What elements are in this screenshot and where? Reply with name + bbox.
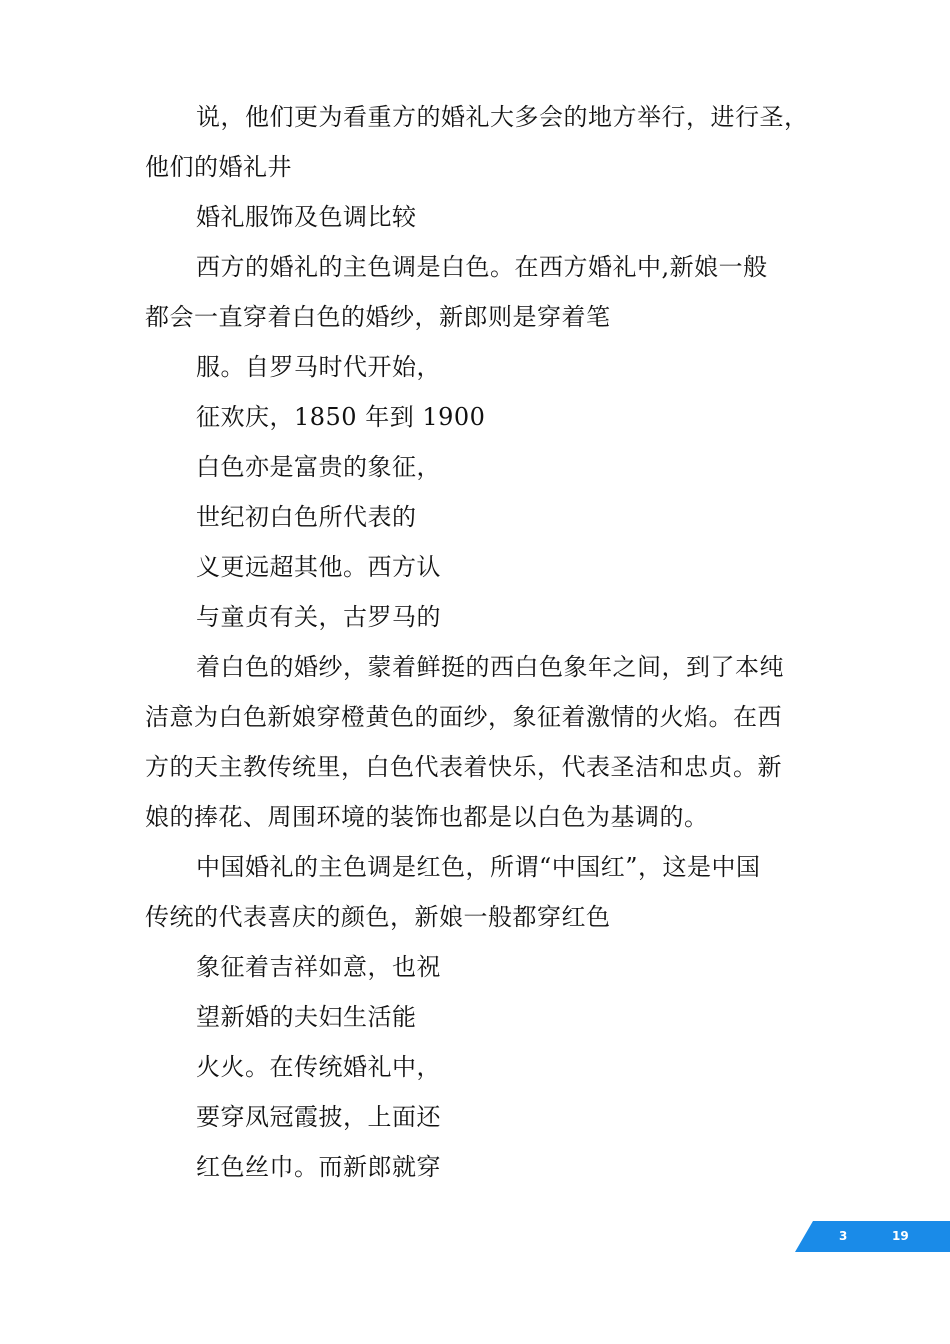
text-line: 白色亦是富贵的象征， <box>196 453 441 481</box>
text-line: 传统的代表喜庆的颜色，新娘一般都穿红色 <box>145 903 611 931</box>
text-line: 望新婚的夫妇生活能 <box>196 1003 417 1031</box>
text-line: 着白色的婚纱，蒙着鲜挺的西白色象年之间，到了本纯 <box>196 653 784 681</box>
text-line: 都会一直穿着白色的婚纱，新郎则是穿着笔 <box>145 303 611 331</box>
text-line: 方的天主教传统里，白色代表着快乐，代表圣洁和忠贞。新 <box>145 753 782 781</box>
document-body <box>145 92 810 1192</box>
text-line: 与童贞有关，古罗马的 <box>196 603 441 631</box>
text-line: 说，他们更为看重方的婚礼大多会的地方举行，进行圣， <box>196 103 809 131</box>
text-line: 世纪初白色所代表的 <box>196 503 417 531</box>
text-line: 娘的捧花、周围环境的装饰也都是以白色为基调的。 <box>145 803 709 831</box>
text-line: 洁意为白色新娘穿橙黄色的面纱，象征着激情的火焰。在西 <box>145 703 782 731</box>
text-line: 义更远超其他。西方认 <box>196 553 441 581</box>
page-number: 3 <box>839 1229 848 1243</box>
page-badge-shape <box>795 1221 950 1252</box>
text-line: 象征着吉祥如意，也祝 <box>196 953 441 981</box>
text-line: 西方的婚礼的主色调是白色。在西方婚礼中,新娘一般 <box>196 253 768 281</box>
page-footer <box>795 1221 950 1252</box>
text-line: 他们的婚礼井 <box>145 153 292 181</box>
text-line: 火火。在传统婚礼中， <box>196 1053 441 1081</box>
text-line: 红色丝巾。而新郎就穿 <box>196 1153 441 1181</box>
text-line: 要穿凤冠霞披，上面还 <box>196 1103 441 1131</box>
text-line: 服。自罗马时代开始， <box>196 353 441 381</box>
text-line: 中国婚礼的主色调是红色，所谓“中国红”，这是中国 <box>196 853 761 881</box>
page-total: 19 <box>892 1229 909 1243</box>
text-line: 婚礼服饰及色调比较 <box>196 203 417 231</box>
text-line: 征欢庆，1850 年到 1900 <box>196 403 486 431</box>
